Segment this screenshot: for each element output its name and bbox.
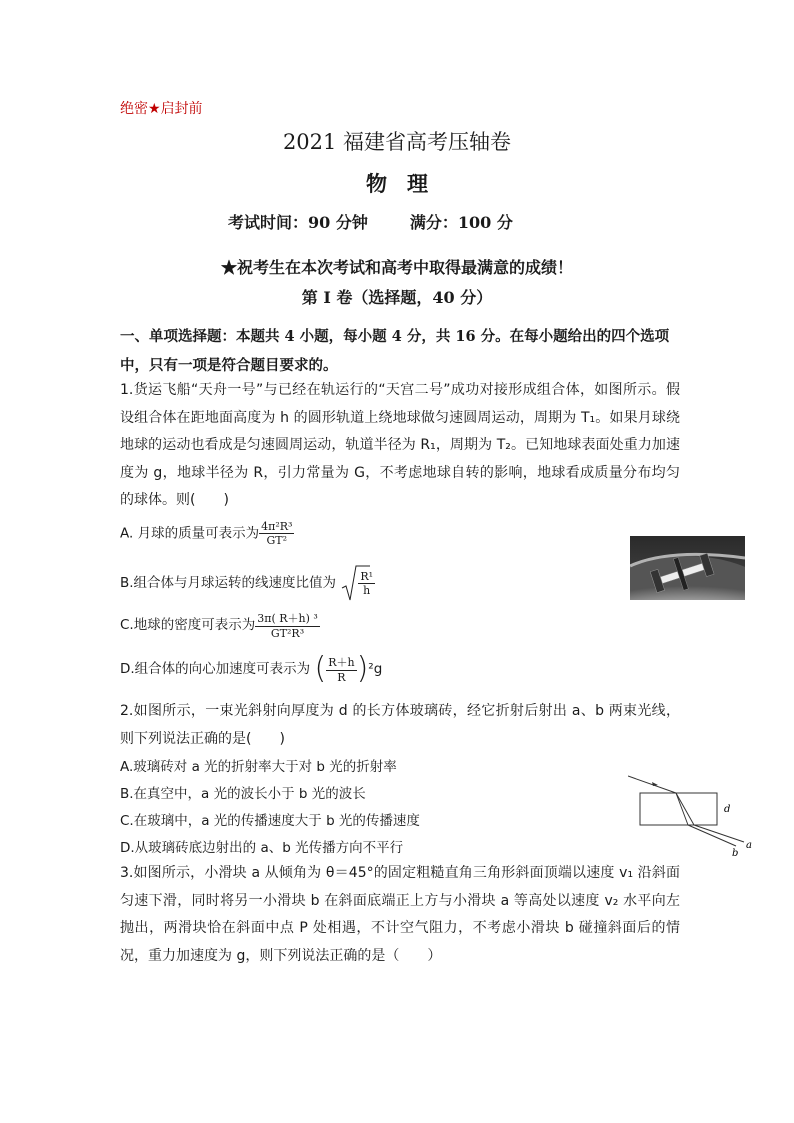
label-a: a <box>746 840 752 851</box>
wish-line: ★祝考生在本次考试和高考中取得最满意的成绩！ <box>220 258 573 277</box>
label-b: b <box>732 848 739 858</box>
q1-option-c: C.地球的密度可表示为 $\frac{\text{3π( R＋h) ³}}{\text{GT²R³}}$ <box>120 612 318 640</box>
glass-brick-diagram <box>628 766 752 858</box>
q2-option-b: B.在真空中，a 光的波长小于 b 光的波长 <box>120 786 366 802</box>
question-1-stem: 1.货运飞船“天舟一号”与已经在轨运行的“天宫二号”成功对接形成组合体，如图所示。假设组合体在距地面高度为 h 的圆形轨道上绕地球做匀速圆周运动，周期为 T₁。如果月球绕地球的运动也看成是匀速圆周运动，轨道半径为 R₁，周期为 T₂。已知地球表面处重力加速度为 g，地球半径为 R，引力常量为 G，不考虑地球自转的影响，地球看成质量分布均匀的球体。则( ) <box>120 382 680 508</box>
subject-title: 物理 <box>366 171 448 196</box>
part-title: 第 I 卷（选择题，40 分） <box>301 288 493 307</box>
exam-title: 2021 福建省高考压轴卷 <box>282 130 512 154</box>
q2-option-a: A.玻璃砖对 a 光的折射率大于对 b 光的折射率 <box>120 759 397 775</box>
question-3-stem: 3.如图所示，小滑块 a 从倾角为 θ＝45°的固定粗糙直角三角形斜面顶端以速度 v₁ 沿斜面匀速下滑，同时将另一小滑块 b 在斜面底端正上方与小滑块 a 等高处以速度 v₂ 水平向左抛出，两滑块恰在斜面中点 P 处相遇，不计空气阻力，不考虑小滑块 b 碰撞斜面后的情况，重力加速度为 g，则下列说法正确的是（ ） <box>120 865 680 964</box>
confidential-mark: 绝密★启封前 <box>120 101 203 117</box>
q1-b-sqrt: $\frac{\text{R¹}}{h}$ <box>340 564 375 602</box>
section-title: 一、单项选择题：本题共 4 小题，每小题 4 分，共 16 分。在每小题给出的四个选项中，只有一项是符合题目要求的。 <box>120 328 670 374</box>
label-d: d <box>724 804 731 815</box>
q1-a-fraction: $\frac{\text{4π²R³}}{\text{GT²}}$ <box>261 520 293 547</box>
q2-option-c: C.在玻璃中，a 光的传播速度大于 b 光的传播速度 <box>120 813 420 829</box>
star-icon: ★ <box>148 101 161 117</box>
q1-option-d: D.组合体的向心加速度可表示为 ( $\frac{R+h}{R}$ )²g <box>120 651 383 686</box>
exam-score: 满分：100 分 <box>409 213 513 232</box>
question-2-stem: 2.如图所示，一束光斜射向厚度为 d 的长方体玻璃砖，经它折射后射出 a、b 两束光线，则下列说法正确的是( ) <box>120 703 680 747</box>
q2-option-d: D.从玻璃砖底边射出的 a、b 光传播方向不平行 <box>120 840 404 856</box>
q1-option-b: B.组合体与月球运转的线速度比值为 $\frac{\text{R¹}}{h}$ <box>120 564 375 602</box>
space-station-image <box>630 536 745 600</box>
q1-d-fraction: $\frac{R+h}{R}$ <box>328 656 355 684</box>
q1-option-a: A. 月球的质量可表示为 $\frac{\text{4π²R³}}{\text{GT²}}$ <box>120 520 293 547</box>
q1-c-fraction: $\frac{\text{3π( R＋h) ³}}{\text{GT²R³}}$ <box>257 612 318 640</box>
exam-time: 考试时间：90 分钟 <box>228 213 368 232</box>
exam-info <box>228 210 513 233</box>
